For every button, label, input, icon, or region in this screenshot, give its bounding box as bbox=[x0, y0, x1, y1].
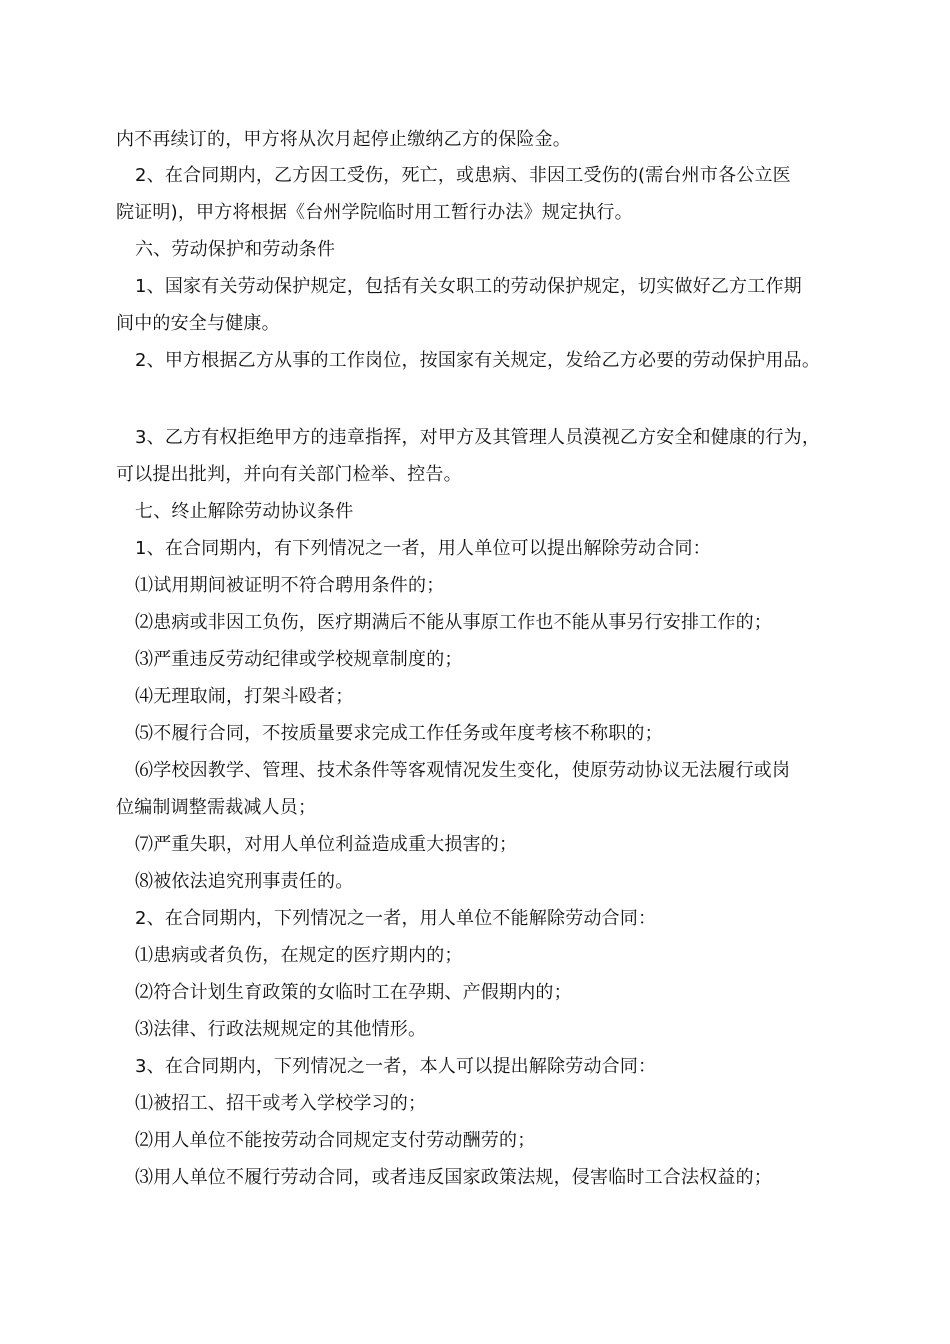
list-item: ⑷无理取闹，打架斗殴者； bbox=[135, 686, 354, 707]
list-item: ⑴被招工、招干或考入学校学习的； bbox=[135, 1093, 427, 1114]
list-item: ⑹学校因教学、管理、技术条件等客观情况发生变化，使原劳动协议无法履行或岗 bbox=[135, 760, 791, 781]
text-line: 2、甲方根据乙方从事的工作岗位，按国家有关规定，发给乙方必要的劳动保护用品。 bbox=[135, 350, 821, 371]
list-item: ⑺严重失职，对用人单位利益造成重大损害的； bbox=[135, 834, 518, 855]
text-line: 1、国家有关劳动保护规定，包括有关女职工的劳动保护规定，切实做好乙方工作期 bbox=[135, 276, 802, 297]
text-line: 间中的安全与健康。 bbox=[116, 313, 280, 334]
list-item: ⑵患病或非因工负伤，医疗期满后不能从事原工作也不能从事另行安排工作的； bbox=[135, 612, 772, 633]
text-line: 可以提出批判，并向有关部门检举、控告。 bbox=[116, 464, 462, 485]
list-item: ⑵符合计划生育政策的女临时工在孕期、产假期内的； bbox=[135, 982, 572, 1003]
text-line: 1、在合同期内，有下列情况之一者，用人单位可以提出解除劳动合同： bbox=[135, 538, 711, 559]
text-line: 2、在合同期内，乙方因工受伤，死亡，或患病、非因工受伤的(需台州市各公立医 bbox=[135, 165, 791, 186]
list-item: ⑶严重违反劳动纪律或学校规章制度的； bbox=[135, 649, 463, 670]
list-item: ⑸不履行合同，不按质量要求完成工作任务或年度考核不称职的； bbox=[135, 723, 663, 744]
list-item: ⑴患病或者负伤，在规定的医疗期内的； bbox=[135, 945, 463, 966]
list-item: ⑴试用期间被证明不符合聘用条件的； bbox=[135, 575, 445, 596]
list-item: ⑻被依法追究刑事责任的。 bbox=[135, 871, 354, 892]
text-line: 2、在合同期内，下列情况之一者，用人单位不能解除劳动合同： bbox=[135, 908, 657, 929]
list-item: ⑶用人单位不履行劳动合同，或者违反国家政策法规，侵害临时工合法权益的； bbox=[135, 1167, 772, 1188]
text-line: 3、乙方有权拒绝甲方的违章指挥，对甲方及其管理人员漠视乙方安全和健康的行为， bbox=[135, 427, 821, 448]
text-line: 内不再续订的，甲方将从次月起停止缴纳乙方的保险金。 bbox=[116, 129, 571, 150]
list-item: ⑵用人单位不能按劳动合同规定支付劳动酬劳的； bbox=[135, 1130, 536, 1151]
section-heading: 六、劳动保护和劳动条件 bbox=[135, 239, 336, 260]
list-item: 位编制调整需裁减人员； bbox=[116, 797, 317, 818]
text-line: 院证明)，甲方将根据《台州学院临时用工暂行办法》规定执行。 bbox=[116, 202, 633, 223]
list-item: ⑶法律、行政法规规定的其他情形。 bbox=[135, 1019, 427, 1040]
section-heading: 七、终止解除劳动协议条件 bbox=[135, 501, 354, 522]
text-line: 3、在合同期内，下列情况之一者，本人可以提出解除劳动合同： bbox=[135, 1056, 657, 1077]
